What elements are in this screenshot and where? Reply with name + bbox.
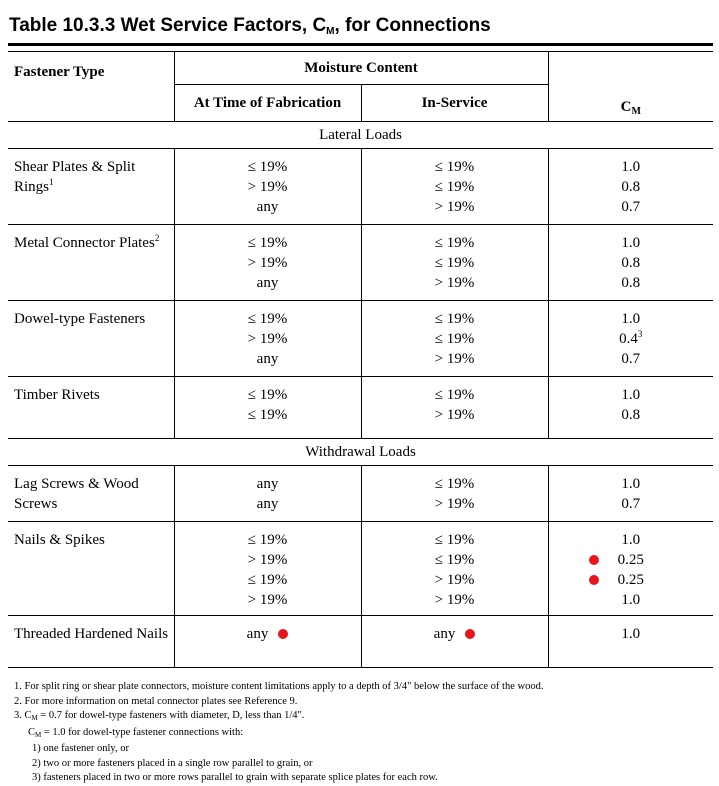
header-fastener-type: Fastener Type: [8, 52, 174, 122]
red-dot-marker: [589, 575, 599, 585]
header-in-service: In-Service: [361, 85, 548, 122]
cm-cell: 1.0: [548, 616, 713, 668]
table-row: [8, 466, 713, 522]
fabrication-cell: any any: [174, 466, 361, 522]
cm-cell: 1.0 0.8 0.8: [548, 225, 713, 301]
red-dot-marker: [278, 629, 288, 639]
fastener-type-cell: Dowel-type Fasteners: [8, 301, 174, 377]
in-service-cell: any: [361, 616, 548, 668]
footnote-3-item-2: 2) two or more fasteners placed in a single row parallel to grain, or: [32, 757, 313, 769]
fastener-type-cell: Lag Screws & Wood Screws: [8, 466, 174, 522]
table-row: [8, 149, 713, 225]
footnote-1: 1. For split ring or shear plate connectors, moisture content limitations apply to a depth of 3/4" below the surface of the wood.: [14, 681, 544, 692]
header-cm: $C_M$: [548, 52, 713, 122]
fabrication-cell: ≤ 19% > 19% any: [174, 225, 361, 301]
table-row: [8, 225, 713, 301]
cm-cell: 1.0 $0.4^3$ 0.7: [548, 301, 713, 377]
footnote-3-item-1: 1) one fastener only, or: [32, 743, 129, 754]
red-dot-marker: [465, 629, 475, 639]
fabrication-cell: ≤ 19% ≤ 19%: [174, 377, 361, 439]
in-service-cell: ≤ 19% ≤ 19% > 19% > 19%: [361, 522, 548, 616]
footnote-3-item-3: 3) fasteners placed in two or more rows parallel to grain with separate splice plates for each row.: [32, 772, 438, 783]
table-row: [8, 522, 713, 616]
fastener-type-cell: Metal Connector Plates$^2$: [8, 225, 174, 301]
in-service-cell: ≤ 19% ≤ 19% > 19%: [361, 225, 548, 301]
in-service-cell: ≤ 19% ≤ 19% > 19%: [361, 149, 548, 225]
section-lateral-loads: Lateral Loads: [8, 122, 713, 149]
table-row: [8, 616, 713, 668]
in-service-cell: ≤ 19% > 19%: [361, 466, 548, 522]
fabrication-cell: ≤ 19% > 19% any: [174, 149, 361, 225]
section-withdrawal-loads: Withdrawal Loads: [8, 439, 713, 466]
red-dot-marker: [589, 555, 599, 565]
fastener-type-cell: Timber Rivets: [8, 377, 174, 439]
footnote-3: 3. $C_M = 0.7$ for dowel-type fasteners with diameter, D, less than 1/4".: [14, 710, 305, 722]
fastener-type-cell: Nails & Spikes: [8, 522, 174, 616]
table-title: Table 10.3.3 Wet Service Factors, $C_M$, for Connections: [9, 15, 491, 37]
cm-cell: 1.0 0.7: [548, 466, 713, 522]
fastener-type-cell: Threaded Hardened Nails: [8, 616, 174, 668]
fastener-type-cell: Shear Plates & Split Rings$^1$: [8, 149, 174, 225]
table-row: [8, 377, 713, 439]
fabrication-cell: any: [174, 616, 361, 668]
header-moisture-content: Moisture Content: [174, 52, 548, 85]
footnote-2: 2. For more information on metal connector plates see Reference 9.: [14, 695, 298, 707]
footnote-3b: $C_M = 1.0$ for dowel-type fastener connections with:: [28, 726, 244, 739]
wet-service-table: [8, 51, 713, 668]
fabrication-cell: ≤ 19% > 19% any: [174, 301, 361, 377]
cm-cell: 1.0 0.8: [548, 377, 713, 439]
table-row: [8, 301, 713, 377]
cm-cell: 1.0 0.25 0.25 1.0: [548, 522, 713, 616]
in-service-cell: ≤ 19% ≤ 19% > 19%: [361, 301, 548, 377]
in-service-cell: ≤ 19% > 19%: [361, 377, 548, 439]
fabrication-cell: ≤ 19% > 19% ≤ 19% > 19%: [174, 522, 361, 616]
footnotes: [14, 680, 714, 786]
header-at-fabrication: At Time of Fabrication: [174, 85, 361, 122]
cm-cell: 1.0 0.8 0.7: [548, 149, 713, 225]
title-rule: [8, 43, 713, 46]
